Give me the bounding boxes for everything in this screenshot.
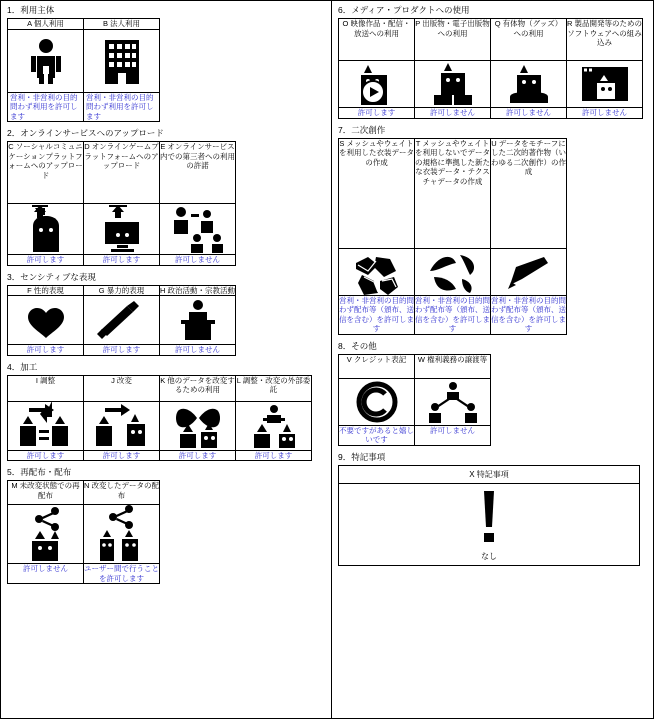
cell-perm-I: 許可します: [8, 450, 84, 461]
section-4-table: [7, 375, 312, 462]
exclamation-icon: [339, 484, 639, 548]
cell-art-U: [491, 248, 567, 295]
goods-icon: [491, 61, 566, 107]
cell-header-M: M 未改変状態での再配布: [8, 481, 84, 505]
section-6-table: [338, 18, 643, 119]
cell-perm-N: ユーザー間で行うことを許可します: [84, 564, 159, 583]
cell-perm-A: 営利・非営利の目的問わず利用を許可します: [8, 92, 84, 122]
section-8-table: [338, 354, 491, 446]
special-notes-box: [338, 465, 640, 566]
cell-perm-G: 許可します: [84, 345, 160, 356]
section-7-title: 7．二次創作: [338, 124, 386, 135]
cell-perm-F: 許可します: [8, 345, 84, 356]
copyright-icon: [339, 379, 414, 425]
section-5-title: 5．再配布・配布: [7, 467, 72, 477]
cell-perm-U: 営利・非営利の目的問わず配布等（頒布、送信を含む）を許可します: [491, 295, 566, 333]
upload-monitor-icon: [84, 204, 159, 254]
person-icon: [8, 30, 83, 92]
section-3-table: [7, 285, 236, 356]
section-4: [7, 362, 327, 462]
cell-art-O: [339, 61, 415, 108]
cell-art-J: [84, 401, 160, 450]
cell-art-M: [8, 505, 84, 564]
cell-header-H: H 政治活動・宗教活動: [160, 285, 235, 295]
cell-art-V: [339, 378, 415, 425]
section-9: [338, 452, 649, 566]
cell-art-K: [160, 401, 236, 450]
cell-perm-H: 許可しません: [160, 345, 236, 356]
section-7-table: [338, 138, 567, 335]
cell-art-F: [8, 296, 84, 345]
section-6-title: 6．メディア・プロダクトへの使用: [338, 5, 470, 15]
knife-icon: [84, 296, 159, 344]
cell-art-C: [8, 204, 84, 255]
section-5-table: [7, 480, 160, 584]
cell-header-N: N 改変したデータの配布: [84, 481, 160, 505]
section-5: [7, 467, 327, 584]
share-cat-icon: [8, 505, 83, 563]
cell-perm-M: 許可しません: [8, 564, 84, 584]
cell-header-O: O 映像作品・配信・放送への利用: [339, 19, 415, 61]
cell-perm-Q: 許可しません: [491, 108, 567, 119]
left-column: [1, 1, 331, 590]
cell-perm-K: 許可します: [160, 450, 236, 461]
outsourcing-icon: [236, 402, 311, 450]
special-notes-footer: なし: [481, 551, 497, 561]
section-2-table: [7, 141, 236, 266]
cell-art-D: [84, 204, 160, 255]
cell-perm-S: 営利・非営利の目的問わず配布等（頒布、送信を含む）を許可します: [339, 295, 414, 333]
special-notes-header: X 特記事項: [339, 466, 639, 484]
transfer-rights-icon: [415, 379, 490, 425]
cell-header-T: T メッシュやウェイトを利用しないでデータの規格に準拠した新たな衣装データ・テクスチャデータの作成: [415, 138, 491, 248]
cell-perm-C: 許可します: [8, 255, 84, 266]
cell-header-J: J 改変: [84, 375, 160, 401]
other-data-icon: [160, 402, 235, 450]
section-9-title: 9．特記事項: [338, 451, 386, 462]
cell-perm-O: 許可します: [339, 108, 415, 119]
cell-header-L: L 調整・改変の外部委託: [236, 375, 312, 401]
cell-perm-B: 営利・非営利の目的問わず利用を許可します: [84, 92, 160, 122]
cell-perm-D: 許可します: [84, 255, 160, 266]
cell-art-S: [339, 248, 415, 295]
cell-perm-W: 許可しません: [415, 425, 491, 445]
cell-header-C: C ソーシャルコミュニケーションプラットフォームへのアップロード: [8, 142, 84, 204]
cell-art-W: [415, 378, 491, 425]
cell-header-E: E オンラインサービス内での第三者への利用の許諾: [160, 142, 236, 204]
cell-header-P: P 出版物・電子出版物への利用: [415, 19, 491, 61]
cell-header-G: G 暴力的表現: [84, 285, 160, 296]
cell-art-P: [415, 61, 491, 108]
cell-perm-T: 営利・非営利の目的問わず配布等（頒布、送信を含む）を許可します: [415, 295, 490, 333]
cell-header-Q: Q 有体物（グッズ）への利用: [491, 19, 567, 61]
cell-art-L: [236, 401, 312, 450]
upload-avatar-icon: [8, 204, 83, 254]
software-window-icon: [567, 61, 642, 107]
cell-header-A: A 個人利用: [8, 19, 84, 30]
section-3: [7, 272, 327, 356]
section-2: [7, 128, 327, 266]
cell-perm-L: 許可します: [236, 450, 312, 461]
section-1: [7, 5, 327, 122]
cell-header-K: K 他のデータを改変するための利用: [160, 375, 236, 401]
section-7: [338, 125, 649, 335]
section-1-table: [7, 18, 160, 122]
cell-art-Q: [491, 61, 567, 108]
cell-art-R: [567, 61, 643, 108]
book-icon: [415, 61, 490, 107]
cell-header-B: B 法人利用: [84, 19, 160, 30]
section-1-title: 1．利用主体: [7, 5, 55, 15]
cell-header-V: V クレジット表記: [339, 354, 415, 378]
cell-art-T: [415, 248, 491, 295]
cell-art-B: [84, 29, 160, 92]
adjust-equal-icon: [8, 402, 83, 450]
cell-art-G: [84, 296, 160, 345]
section-4-title: 4．加工: [7, 361, 38, 372]
cell-art-I: [8, 401, 84, 450]
section-2-title: 2．オンラインサービスへのアップロード: [7, 128, 164, 138]
podium-icon: [160, 296, 235, 344]
right-column: [332, 1, 654, 572]
cell-perm-J: 許可します: [84, 450, 160, 461]
cell-perm-V: 不要ですがあると嬉しいです: [339, 425, 414, 444]
cell-perm-P: 許可しません: [415, 108, 491, 119]
third-party-share-icon: [160, 204, 235, 254]
video-play-icon: [339, 61, 414, 107]
cell-perm-R: 許可しません: [567, 108, 643, 119]
pen-draw-icon: [491, 249, 566, 295]
section-6: [338, 5, 649, 119]
section-8: [338, 341, 649, 446]
building-icon: [84, 30, 159, 92]
cell-art-E: [160, 204, 236, 255]
cell-art-A: [8, 29, 84, 92]
cell-header-R: R 製品開発等のためのソフトウェアへの組み込み: [567, 19, 643, 61]
cell-header-I: I 調整: [8, 375, 84, 401]
cell-header-U: U データをモチーフにした二次的著作物（いわゆる二次創作）の作成: [491, 138, 567, 248]
share-modified-icon: [84, 505, 159, 563]
cell-header-F: F 性的表現: [8, 285, 84, 296]
texture-icon: [415, 249, 490, 295]
cell-art-N: [84, 505, 160, 564]
modify-arrow-icon: [84, 402, 159, 450]
cell-header-D: D オンラインゲームプラットフォームへのアップロード: [84, 142, 160, 204]
mesh-costume-icon: [339, 249, 414, 295]
cell-header-W: W 権利義務の譲渡等: [415, 354, 491, 378]
heart-icon: [8, 296, 83, 344]
cell-header-S: S メッシュやウェイトを利用した衣装データの作成: [339, 138, 415, 248]
section-8-title: 8．その他: [338, 340, 377, 351]
cell-perm-E: 許可しません: [160, 255, 236, 266]
cell-art-H: [160, 296, 236, 345]
section-3-title: 3．センシティブな表現: [7, 271, 96, 282]
